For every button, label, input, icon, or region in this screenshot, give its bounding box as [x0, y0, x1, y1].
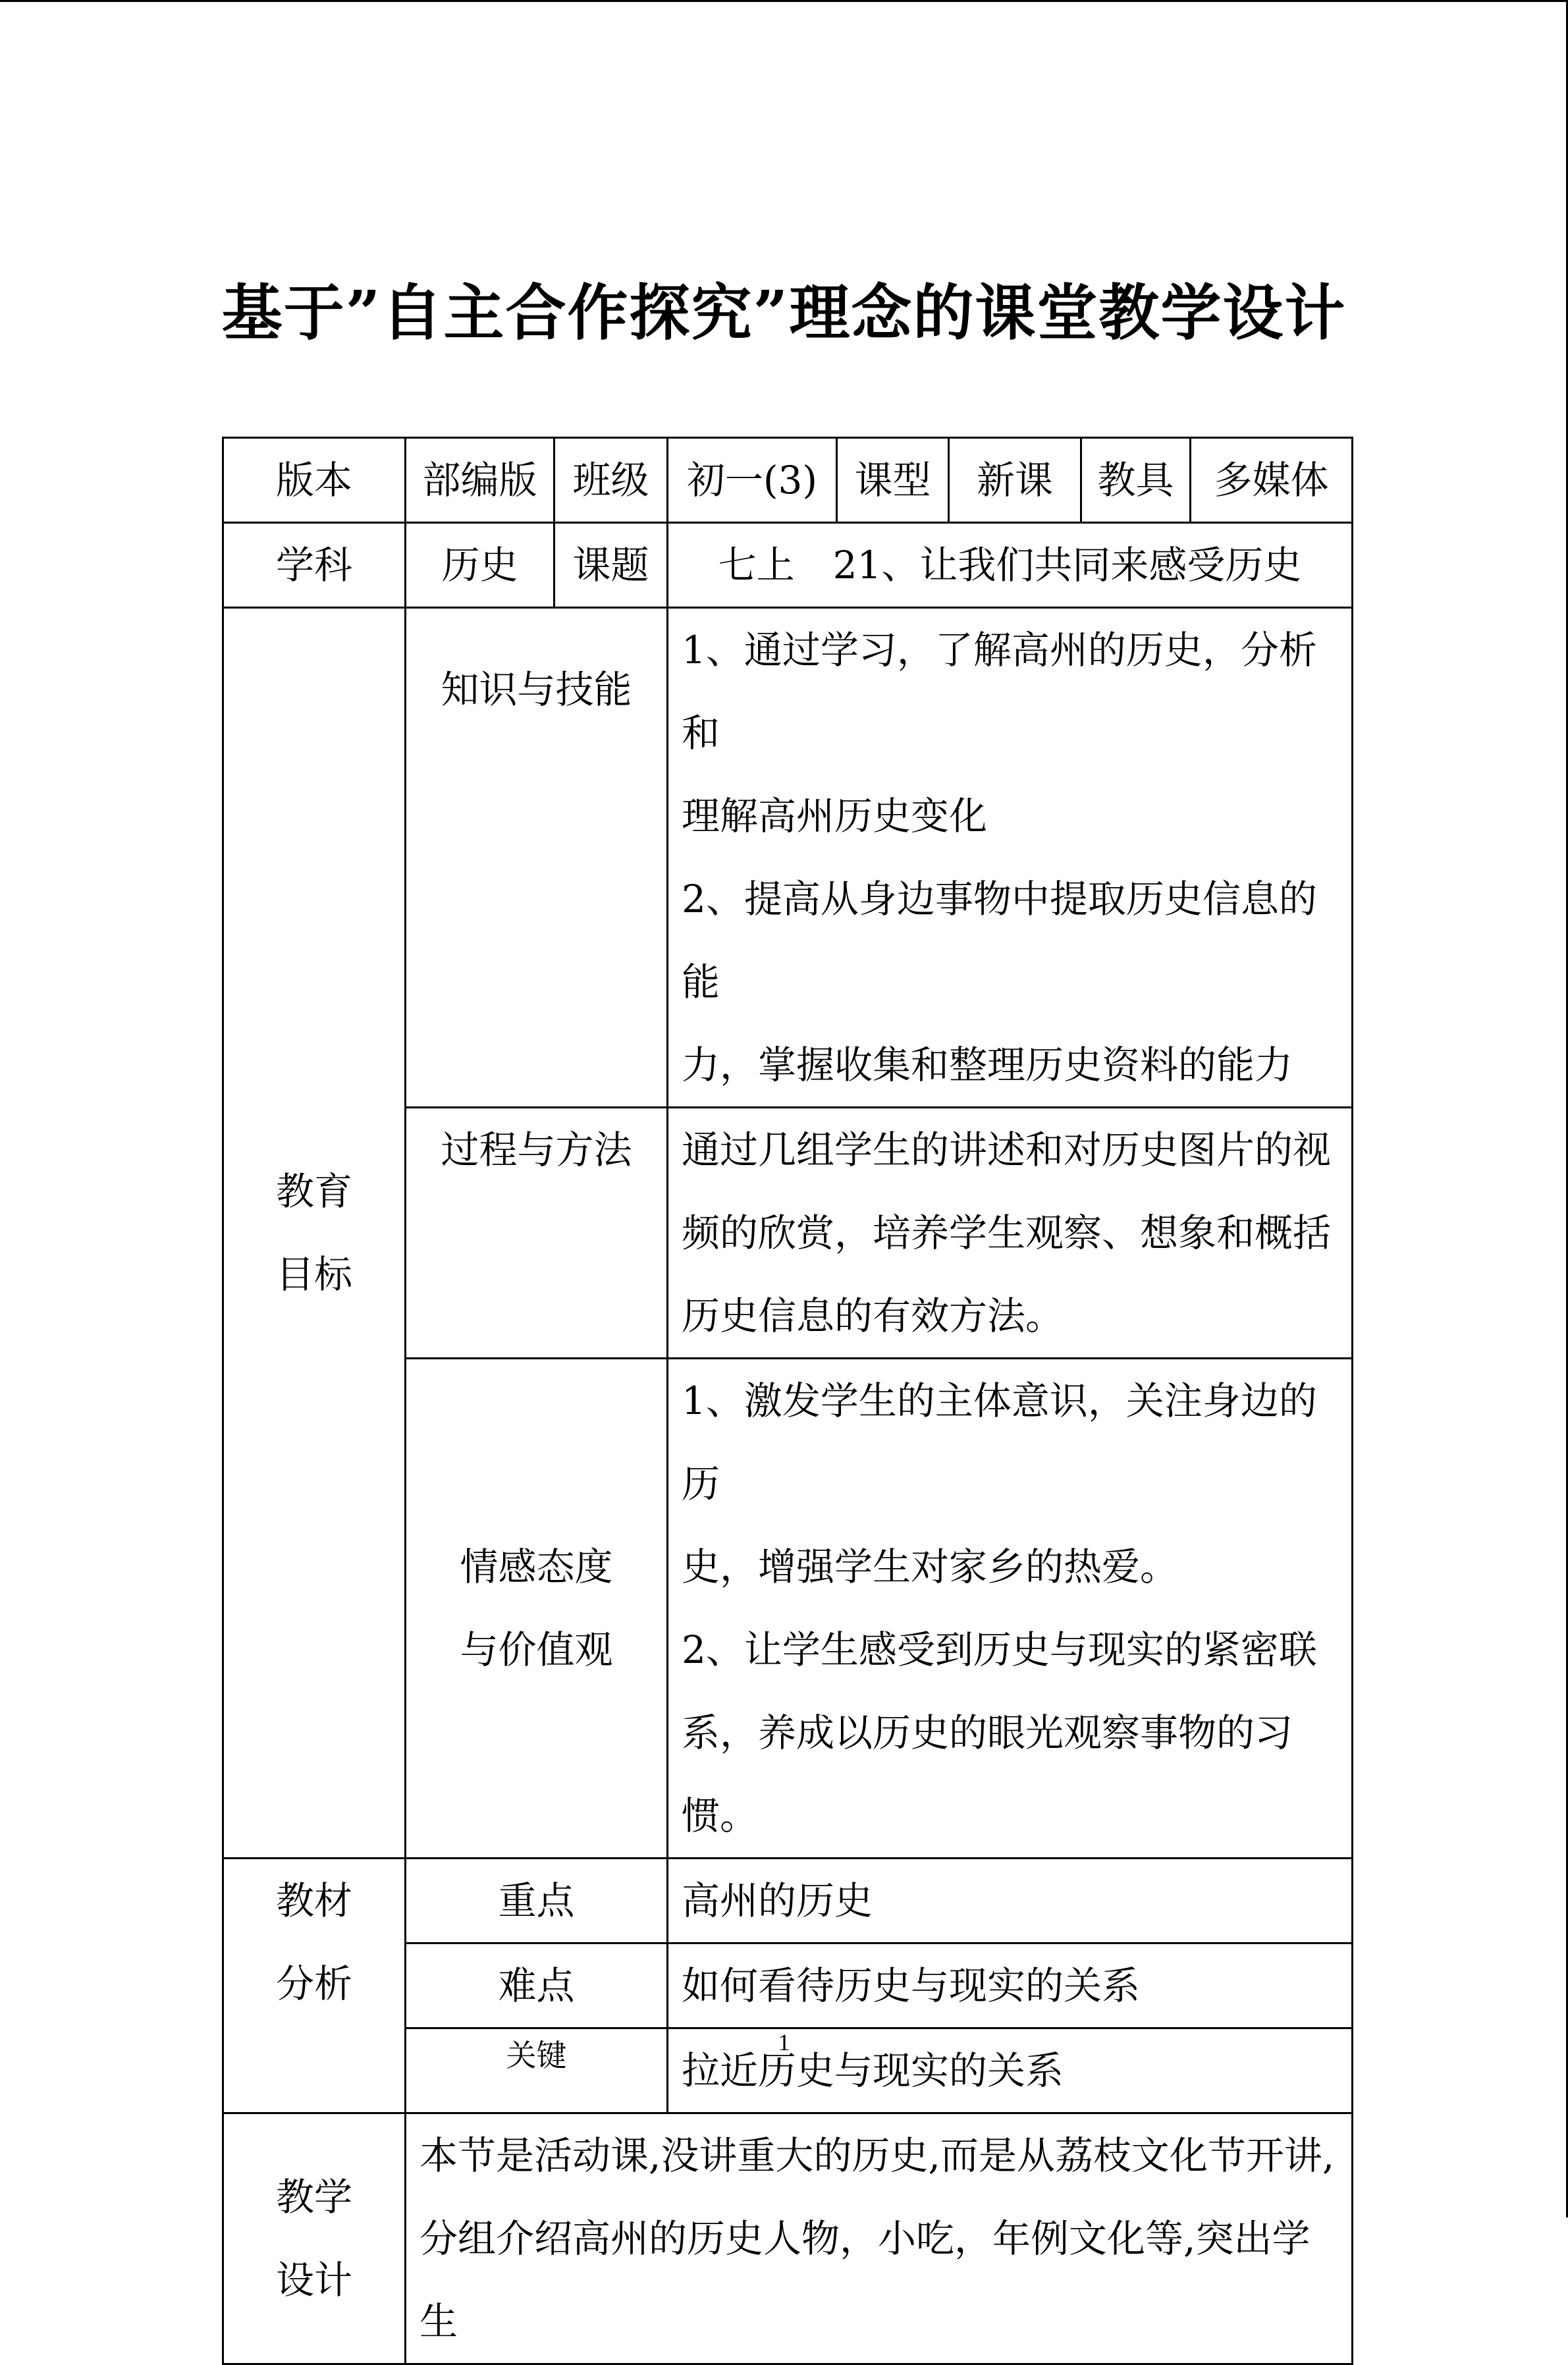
process-label	[406, 1108, 668, 1359]
knowledge-content	[668, 608, 1353, 1108]
document-title: 基于”自主合作探究”理念的课堂教学设计	[221, 277, 1347, 348]
lesson-plan-table	[222, 437, 1353, 2365]
knowledge-label-text: 知识与技能	[441, 667, 632, 712]
tools-value: 多媒体	[1191, 438, 1353, 523]
lesson-type-label: 课型	[837, 438, 949, 523]
key-point-label: 重点	[406, 1859, 668, 1944]
materials-label	[223, 1859, 406, 2113]
process-line: 历史信息的有效方法。	[682, 1293, 1064, 1338]
emotion-line: 史，增强学生对家乡的热爱。	[682, 1544, 1179, 1589]
tools-label: 教具	[1081, 438, 1191, 523]
difficulty-value: 如何看待历史与现实的关系	[668, 1944, 1353, 2028]
knowledge-line: 2、提高从身边事物中提取历史信息的能	[682, 877, 1317, 1004]
design-label-line1: 教学	[275, 2175, 352, 2219]
goals-label-line1: 教育	[275, 1169, 352, 1214]
goals-label	[223, 608, 406, 1859]
lesson-type-value: 新课	[949, 438, 1081, 523]
difficulty-label: 难点	[406, 1944, 668, 2028]
table-row	[223, 608, 1353, 1108]
emotion-line: 惯。	[682, 1793, 759, 1838]
edition-label: 版本	[223, 438, 406, 523]
design-content	[406, 2113, 1353, 2364]
edition-value: 部编版	[406, 438, 554, 523]
materials-label-line1: 教材	[275, 1878, 352, 1923]
knowledge-line: 1、通过学习，了解高州的历史，分析和	[682, 628, 1317, 755]
process-content	[668, 1108, 1353, 1359]
table-row	[223, 1859, 1353, 1944]
emotion-line: 系，养成以历史的眼光观察事物的习	[682, 1710, 1293, 1755]
topic-label: 课题	[554, 523, 668, 608]
design-label	[223, 2113, 406, 2364]
page-number: 1	[778, 2029, 790, 2055]
crux-label: 关键	[406, 2028, 668, 2113]
topic-value: 七上 21、让我们共同来感受历史	[668, 523, 1353, 608]
class-label: 班级	[554, 438, 668, 523]
knowledge-line: 力，掌握收集和整理历史资料的能力	[682, 1043, 1293, 1087]
emotion-line: 2、让学生感受到历史与现实的紧密联	[682, 1627, 1317, 1672]
crux-value: 拉近历史与现实的关系	[668, 2028, 1353, 2113]
design-label-line2: 设计	[275, 2258, 352, 2302]
table-row	[223, 523, 1353, 608]
class-value: 初一(3)	[668, 438, 837, 523]
emotion-label-line1: 情感态度	[460, 1544, 613, 1589]
design-line: 本节是活动课,没讲重大的历史,而是从荔枝文化节开讲,	[419, 2133, 1335, 2178]
materials-label-line2: 分析	[275, 1961, 352, 2006]
process-label-text: 过程与方法	[441, 1128, 632, 1172]
design-line: 分组介绍高州的历史人物，小吃，年例文化等,突出学生	[419, 2216, 1311, 2344]
key-point-value: 高州的历史	[668, 1859, 1353, 1944]
process-line: 频的欣赏，培养学生观察、想象和概括	[682, 1210, 1332, 1255]
emotion-content	[668, 1359, 1353, 1859]
knowledge-line: 理解高州历史变化	[682, 794, 988, 838]
table-row	[223, 2113, 1353, 2364]
subject-label: 学科	[223, 523, 406, 608]
subject-value: 历史	[406, 523, 554, 608]
process-line: 通过几组学生的讲述和对历史图片的视	[682, 1128, 1332, 1172]
goals-label-line2: 目标	[275, 1252, 352, 1297]
emotion-label	[406, 1359, 668, 1859]
emotion-label-line2: 与价值观	[460, 1627, 613, 1672]
page-border-top	[0, 0, 1568, 2]
knowledge-label	[406, 608, 668, 1108]
table-row	[223, 438, 1353, 523]
emotion-line: 1、激发学生的主体意识，关注身边的历	[682, 1378, 1317, 1506]
